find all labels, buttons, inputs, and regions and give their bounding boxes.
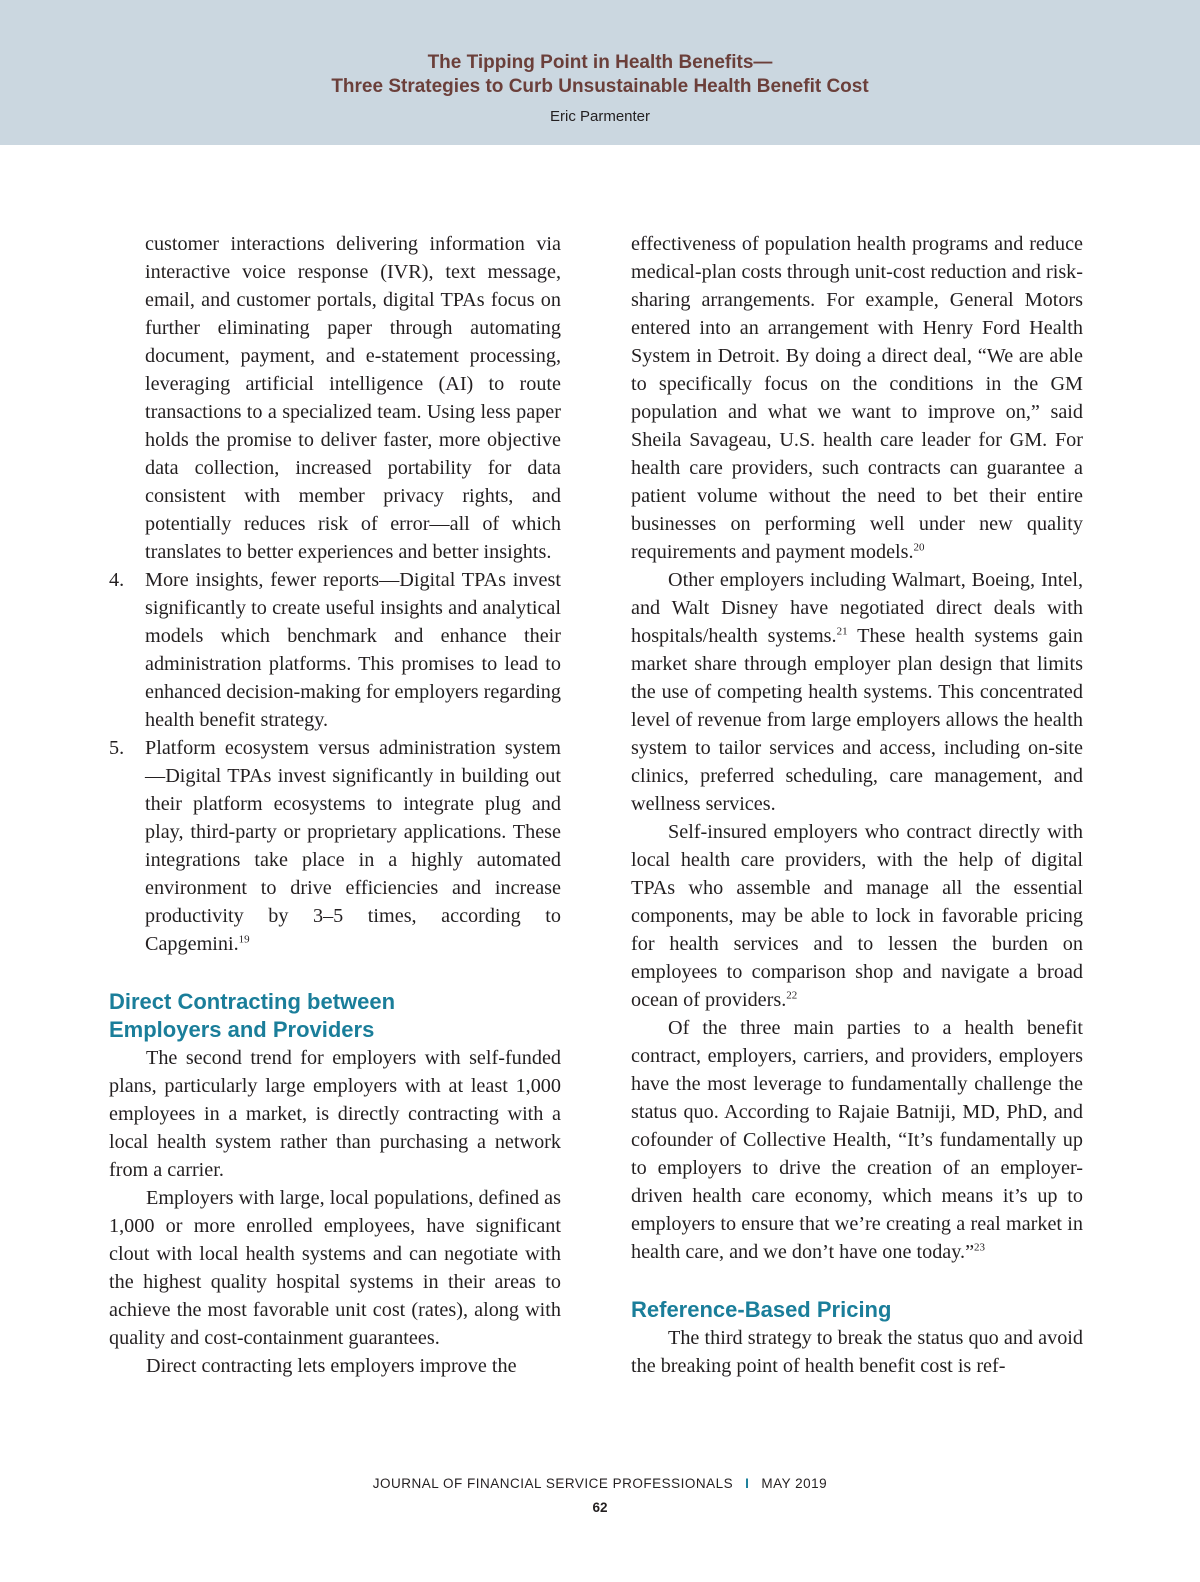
article-title-line-1: The Tipping Point in Health Benefits—: [427, 52, 773, 73]
article-author: Eric Parmenter: [549, 108, 651, 125]
body-paragraph: [631, 566, 1083, 818]
paragraph-text: Of the three main parties to a health benefit contract, employers, carriers, and providers, employers have the most leverage to fundamentally challenge the status quo. According to Rajaie Batniji, MD, PhD, and cofounder of Collective Health, “It’s fundamentally up to employers to drive the creation of an employer-driven health care economy, which means it’s up to employers to ensure that we’re creating a real market in health care, and we don’t have one today.”: [631, 1017, 1083, 1263]
footnote-ref-19: 19: [238, 933, 250, 946]
footnote-ref-22: 22: [786, 989, 798, 1002]
section-heading-direct-contracting: [109, 988, 561, 1044]
list-item-5: [109, 734, 561, 958]
article-title-line-2: Three Strategies to Curb Unsustainable Health Benefit Cost: [331, 76, 869, 97]
list-item-5-number: 5.: [109, 737, 125, 759]
list-item-3-continuation: customer interactions delivering information via interactive voice response (IVR), text message, email, and customer portals, digital TPAs focus on further eliminating paper through automating document, payment, and e-statement processing, leveraging artificial intelligence (AI) to route transactions to a specialized team. Using less paper holds the promise to deliver faster, more objective data collection, increased portability for data consistent with member privacy rights, and potentially reduces risk of error—all of which translates to better experiences and better insights.: [145, 233, 561, 563]
list-item-4: [109, 566, 561, 734]
footer-separator: I: [745, 1476, 750, 1491]
running-header: [0, 0, 1200, 145]
body-paragraph: Employers with large, local populations, defined as 1,000 or more enrolled employees, have significant clout with local health systems and can negotiate with the highest quality hospital systems in their areas to achieve the most favorable unit cost (rates), along with quality and cost-containment guarantees.: [109, 1187, 561, 1349]
list-item-4-text: More insights, fewer reports—Digital TPAs invest significantly to create useful insights and analytical models which benchmark and enhance their administration platforms. This promises to lead to enhanced decision-making for employers regarding health benefit strategy.: [145, 569, 561, 731]
journal-name: JOURNAL OF FINANCIAL SERVICE PROFESSIONALS: [372, 1476, 734, 1491]
body-paragraph: [631, 818, 1083, 1014]
body-paragraph: Direct contracting lets employers improve the: [146, 1355, 517, 1377]
paragraph-text: effectiveness of population health programs and reduce medical-plan costs through unit-cost reduction and risk-sharing arrangements. For example, General Motors entered into an arrangement with Henry Ford Health System in Detroit. By doing a direct deal, “We are able to specifically focus on the conditions in the GM population and what we want to improve on,” said Sheila Savageau, U.S. health care leader for GM. For health care providers, such contracts can guarantee a patient volume without the need to bet their entire businesses on performing well under new quality requirements and payment models.: [631, 233, 1083, 563]
body-paragraph: The third strategy to break the status quo and avoid the breaking point of health benefit cost is ref-: [631, 1327, 1083, 1377]
left-column: [109, 230, 561, 1380]
section-heading-line-1: Direct Contracting between: [109, 989, 396, 1014]
paragraph-text: Other employers including Walmart, Boeing, Intel, and Walt Disney have negotiated direct deals with hospitals/health systems.: [631, 569, 1083, 647]
list-item-5-text: Platform ecosystem versus administration system—Digital TPAs invest significantly in building out their platform ecosystems to integrate plug and play, third-party or proprietary applications. These integrations take place in a highly automated environment to drive efficiencies and increase productivity by 3–5 times, according to Capgemini.: [145, 737, 561, 955]
body-paragraph: [631, 230, 1083, 566]
section-heading-reference-based-pricing: Reference-Based Pricing: [631, 1297, 892, 1322]
footnote-ref-23: 23: [974, 1241, 986, 1254]
footnote-ref-21: 21: [836, 625, 848, 638]
running-footer: [0, 1476, 1200, 1491]
paragraph-text: These health systems gain market share through employer plan design that limits the use of competing health systems. This concentrated level of revenue from large employers allows the health system to tailor services and access, including on-site clinics, preferred scheduling, care management, and wellness services.: [631, 625, 1083, 815]
paragraph-text: Self-insured employers who contract directly with local health care providers, with the help of digital TPAs who assemble and manage all the essential components, may be able to lock in favorable pricing for health services and to lessen the burden on employees to comparison shop and navigate a broad ocean of providers.: [631, 821, 1083, 1011]
issue-date: MAY 2019: [761, 1476, 828, 1491]
footnote-ref-20: 20: [913, 541, 925, 554]
body-paragraph: The second trend for employers with self-funded plans, particularly large employers with at least 1,000 employees in a market, is directly contracting with a local health system rather than purchasing a network from a carrier.: [109, 1047, 561, 1181]
page-number: 62: [592, 1500, 608, 1515]
article-title: [0, 51, 1200, 99]
list-item-4-number: 4.: [109, 569, 125, 591]
right-column: [631, 230, 1083, 1380]
body-paragraph: [631, 1014, 1083, 1266]
section-heading-line-2: Employers and Providers: [109, 1017, 375, 1042]
